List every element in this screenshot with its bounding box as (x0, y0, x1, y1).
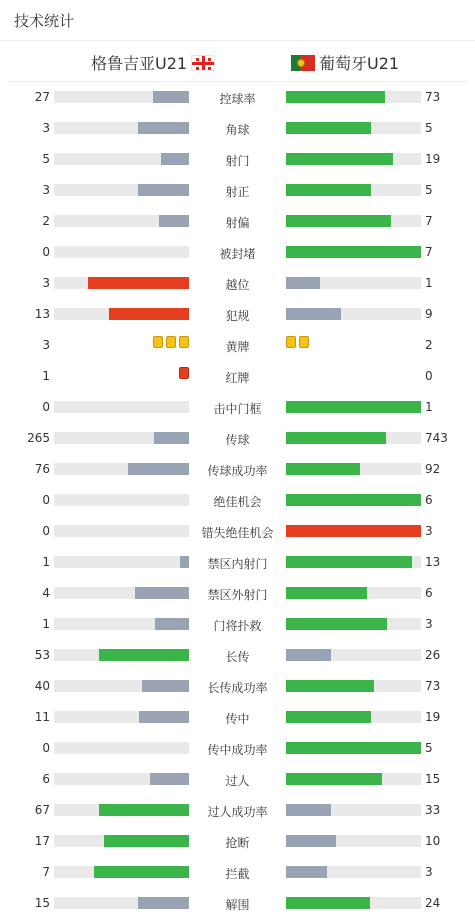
stat-label: 角球 (225, 123, 250, 137)
away-value: 33 (425, 803, 441, 817)
stat-label: 抢断 (225, 836, 250, 850)
home-bar-track (54, 742, 189, 754)
stat-label: 击中门框 (213, 402, 262, 416)
stat-row (0, 236, 475, 267)
away-value: 1 (425, 400, 433, 414)
home-value: 3 (42, 338, 50, 352)
home-bar-fill (155, 618, 189, 630)
home-value: 0 (42, 245, 50, 259)
stat-row (0, 794, 475, 825)
away-bar-track (286, 618, 421, 630)
home-bar-track (54, 773, 189, 785)
home-bar-track (54, 463, 189, 475)
home-bar-track (54, 866, 189, 878)
away-bar-track (286, 153, 421, 165)
stat-row (0, 298, 475, 329)
away-value: 5 (425, 741, 433, 755)
stat-row (0, 267, 475, 298)
away-bar-fill (286, 308, 341, 320)
away-bar-fill (286, 494, 421, 506)
stat-label: 传中成功率 (207, 743, 268, 757)
home-value: 11 (34, 710, 50, 724)
away-value: 24 (425, 896, 441, 910)
away-value: 15 (425, 772, 441, 786)
georgia-flag-icon (191, 55, 215, 71)
yellow-card-icon (166, 336, 176, 348)
yellow-card-icon (153, 336, 163, 348)
home-value: 27 (34, 90, 50, 104)
stat-label: 黄牌 (225, 340, 250, 354)
away-value: 13 (425, 555, 441, 569)
away-cards (286, 336, 309, 348)
stat-label: 禁区内射门 (207, 557, 268, 571)
away-value: 19 (425, 710, 441, 724)
stats-header (0, 0, 475, 41)
away-bar-track (286, 122, 421, 134)
home-bar-fill (88, 277, 189, 289)
stat-label: 控球率 (219, 92, 256, 106)
stat-label: 长传成功率 (207, 681, 268, 695)
away-value: 1 (425, 276, 433, 290)
stat-row (0, 577, 475, 608)
stat-label: 传球成功率 (207, 464, 268, 478)
stat-row (0, 887, 475, 918)
away-bar-fill (286, 835, 336, 847)
home-bar-track (54, 432, 189, 444)
stat-row (0, 143, 475, 174)
stat-row (0, 825, 475, 856)
home-value: 3 (42, 276, 50, 290)
away-bar-fill (286, 277, 320, 289)
yellow-card-icon (299, 336, 309, 348)
away-bar-fill (286, 401, 421, 413)
away-bar-fill (286, 618, 387, 630)
home-bar-fill (99, 649, 189, 661)
home-bar-fill (153, 91, 189, 103)
yellow-card-icon (179, 336, 189, 348)
home-value: 4 (42, 586, 50, 600)
home-bar-fill (104, 835, 189, 847)
stat-label: 射偏 (225, 216, 250, 230)
home-bar-track (54, 91, 189, 103)
home-bar-track (54, 587, 189, 599)
away-bar-track (286, 835, 421, 847)
stat-row (0, 546, 475, 577)
away-value: 7 (425, 214, 433, 228)
away-bar-fill (286, 587, 367, 599)
portugal-flag-icon (291, 55, 315, 71)
home-value: 2 (42, 214, 50, 228)
home-bar-fill (128, 463, 189, 475)
home-bar-fill (138, 897, 189, 909)
stat-row (0, 422, 475, 453)
home-bar-fill (142, 680, 189, 692)
away-bar-fill (286, 866, 327, 878)
home-bar-track (54, 184, 189, 196)
home-value: 40 (34, 679, 50, 693)
away-bar-track (286, 277, 421, 289)
stat-row (0, 484, 475, 515)
home-value: 0 (42, 741, 50, 755)
away-value: 743 (425, 431, 448, 445)
home-value: 15 (34, 896, 50, 910)
home-bar-track (54, 153, 189, 165)
stat-row (0, 639, 475, 670)
away-value: 26 (425, 648, 441, 662)
away-bar-fill (286, 432, 386, 444)
away-bar-fill (286, 184, 371, 196)
home-team (91, 51, 215, 74)
away-value: 7 (425, 245, 433, 259)
away-bar-fill (286, 463, 360, 475)
away-bar-track (286, 773, 421, 785)
stat-label: 过人 (225, 774, 250, 788)
home-bar-track (54, 277, 189, 289)
away-bar-track (286, 494, 421, 506)
away-bar-fill (286, 525, 421, 537)
away-bar-fill (286, 153, 393, 165)
home-bar-track (54, 525, 189, 537)
away-bar-fill (286, 680, 374, 692)
home-bar-track (54, 804, 189, 816)
stat-label: 传中 (225, 712, 250, 726)
away-value: 10 (425, 834, 441, 848)
home-value: 265 (27, 431, 50, 445)
away-bar-fill (286, 711, 371, 723)
away-bar-fill (286, 215, 391, 227)
home-bar-fill (99, 804, 189, 816)
home-cards (153, 336, 189, 348)
away-value: 3 (425, 617, 433, 631)
stat-label: 射正 (225, 185, 250, 199)
stat-label: 绝佳机会 (213, 495, 262, 509)
stat-label: 越位 (225, 278, 250, 292)
home-bar-track (54, 556, 189, 568)
page-title: 技术统计 (14, 11, 75, 30)
away-bar-track (286, 91, 421, 103)
away-value: 3 (425, 865, 433, 879)
home-bar-track (54, 494, 189, 506)
stat-label: 犯规 (225, 309, 250, 323)
home-bar-fill (159, 215, 189, 227)
home-value: 1 (42, 617, 50, 631)
away-bar-fill (286, 649, 331, 661)
away-value: 73 (425, 90, 441, 104)
away-bar-track (286, 742, 421, 754)
home-bar-fill (139, 711, 189, 723)
stat-label: 门将扑救 (213, 619, 262, 633)
home-value: 76 (34, 462, 50, 476)
home-bar-fill (138, 122, 189, 134)
home-bar-fill (161, 153, 189, 165)
home-value: 13 (34, 307, 50, 321)
away-bar-track (286, 897, 421, 909)
home-value: 0 (42, 524, 50, 538)
away-value: 3 (425, 524, 433, 538)
home-team-name: 格鲁吉亚U21 (91, 54, 188, 73)
away-value: 73 (425, 679, 441, 693)
away-bar-track (286, 432, 421, 444)
away-bar-fill (286, 773, 382, 785)
stat-row (0, 701, 475, 732)
home-value: 17 (34, 834, 50, 848)
away-bar-track (286, 246, 421, 258)
home-bar-track (54, 215, 189, 227)
stat-label: 长传 (225, 650, 250, 664)
away-bar-fill (286, 742, 421, 754)
home-bar-fill (150, 773, 189, 785)
away-bar-track (286, 401, 421, 413)
stat-row (0, 608, 475, 639)
away-bar-fill (286, 246, 421, 258)
stat-row (0, 453, 475, 484)
home-value: 0 (42, 493, 50, 507)
stat-row (0, 329, 475, 360)
home-value: 67 (34, 803, 50, 817)
home-cards (179, 367, 189, 379)
away-bar-fill (286, 897, 370, 909)
away-bar-track (286, 463, 421, 475)
away-bar-track (286, 215, 421, 227)
away-bar-track (286, 308, 421, 320)
stat-row (0, 763, 475, 794)
away-value: 9 (425, 307, 433, 321)
yellow-card-icon (286, 336, 296, 348)
stat-row (0, 174, 475, 205)
stat-row (0, 360, 475, 391)
red-card-icon (179, 367, 189, 379)
away-bar-track (286, 525, 421, 537)
home-bar-track (54, 835, 189, 847)
away-bar-fill (286, 122, 371, 134)
stat-label: 被封堵 (219, 247, 256, 261)
stat-label: 禁区外射门 (207, 588, 268, 602)
stat-row (0, 391, 475, 422)
away-value: 0 (425, 369, 433, 383)
away-bar-track (286, 587, 421, 599)
away-bar-track (286, 804, 421, 816)
away-bar-track (286, 184, 421, 196)
away-bar-track (286, 711, 421, 723)
away-bar-track (286, 866, 421, 878)
away-bar-track (286, 556, 421, 568)
stat-row (0, 856, 475, 887)
home-value: 53 (34, 648, 50, 662)
home-bar-track (54, 618, 189, 630)
home-value: 6 (42, 772, 50, 786)
away-bar-fill (286, 556, 412, 568)
stat-row (0, 515, 475, 546)
stat-row (0, 81, 475, 112)
stat-label: 射门 (225, 154, 250, 168)
away-value: 5 (425, 183, 433, 197)
home-bar-track (54, 308, 189, 320)
home-bar-track (54, 711, 189, 723)
home-value: 3 (42, 121, 50, 135)
home-bar-fill (94, 866, 189, 878)
home-value: 1 (42, 555, 50, 569)
home-bar-track (54, 680, 189, 692)
stat-label: 过人成功率 (207, 805, 268, 819)
away-team (291, 51, 399, 74)
home-bar-fill (180, 556, 189, 568)
away-bar-fill (286, 91, 385, 103)
home-value: 0 (42, 400, 50, 414)
away-value: 92 (425, 462, 441, 476)
home-bar-track (54, 897, 189, 909)
home-value: 1 (42, 369, 50, 383)
stat-label: 拦截 (225, 867, 250, 881)
away-value: 5 (425, 121, 433, 135)
away-value: 19 (425, 152, 441, 166)
home-bar-fill (138, 184, 189, 196)
stat-label: 错失绝佳机会 (201, 526, 274, 540)
home-bar-fill (109, 308, 189, 320)
away-team-name: 葡萄牙U21 (319, 54, 400, 73)
home-bar-fill (154, 432, 189, 444)
away-value: 6 (425, 586, 433, 600)
stat-row (0, 670, 475, 701)
stat-label: 传球 (225, 433, 250, 447)
away-value: 2 (425, 338, 433, 352)
stat-row (0, 732, 475, 763)
home-bar-track (54, 649, 189, 661)
stats-list (0, 81, 475, 918)
stat-row (0, 205, 475, 236)
away-value: 6 (425, 493, 433, 507)
home-value: 3 (42, 183, 50, 197)
stat-label: 解围 (225, 898, 250, 912)
stat-label: 红牌 (225, 371, 250, 385)
home-bar-fill (135, 587, 189, 599)
away-bar-track (286, 649, 421, 661)
home-value: 5 (42, 152, 50, 166)
home-bar-track (54, 122, 189, 134)
away-bar-fill (286, 804, 331, 816)
away-bar-track (286, 680, 421, 692)
home-value: 7 (42, 865, 50, 879)
home-bar-track (54, 246, 189, 258)
stat-row (0, 112, 475, 143)
home-bar-track (54, 401, 189, 413)
